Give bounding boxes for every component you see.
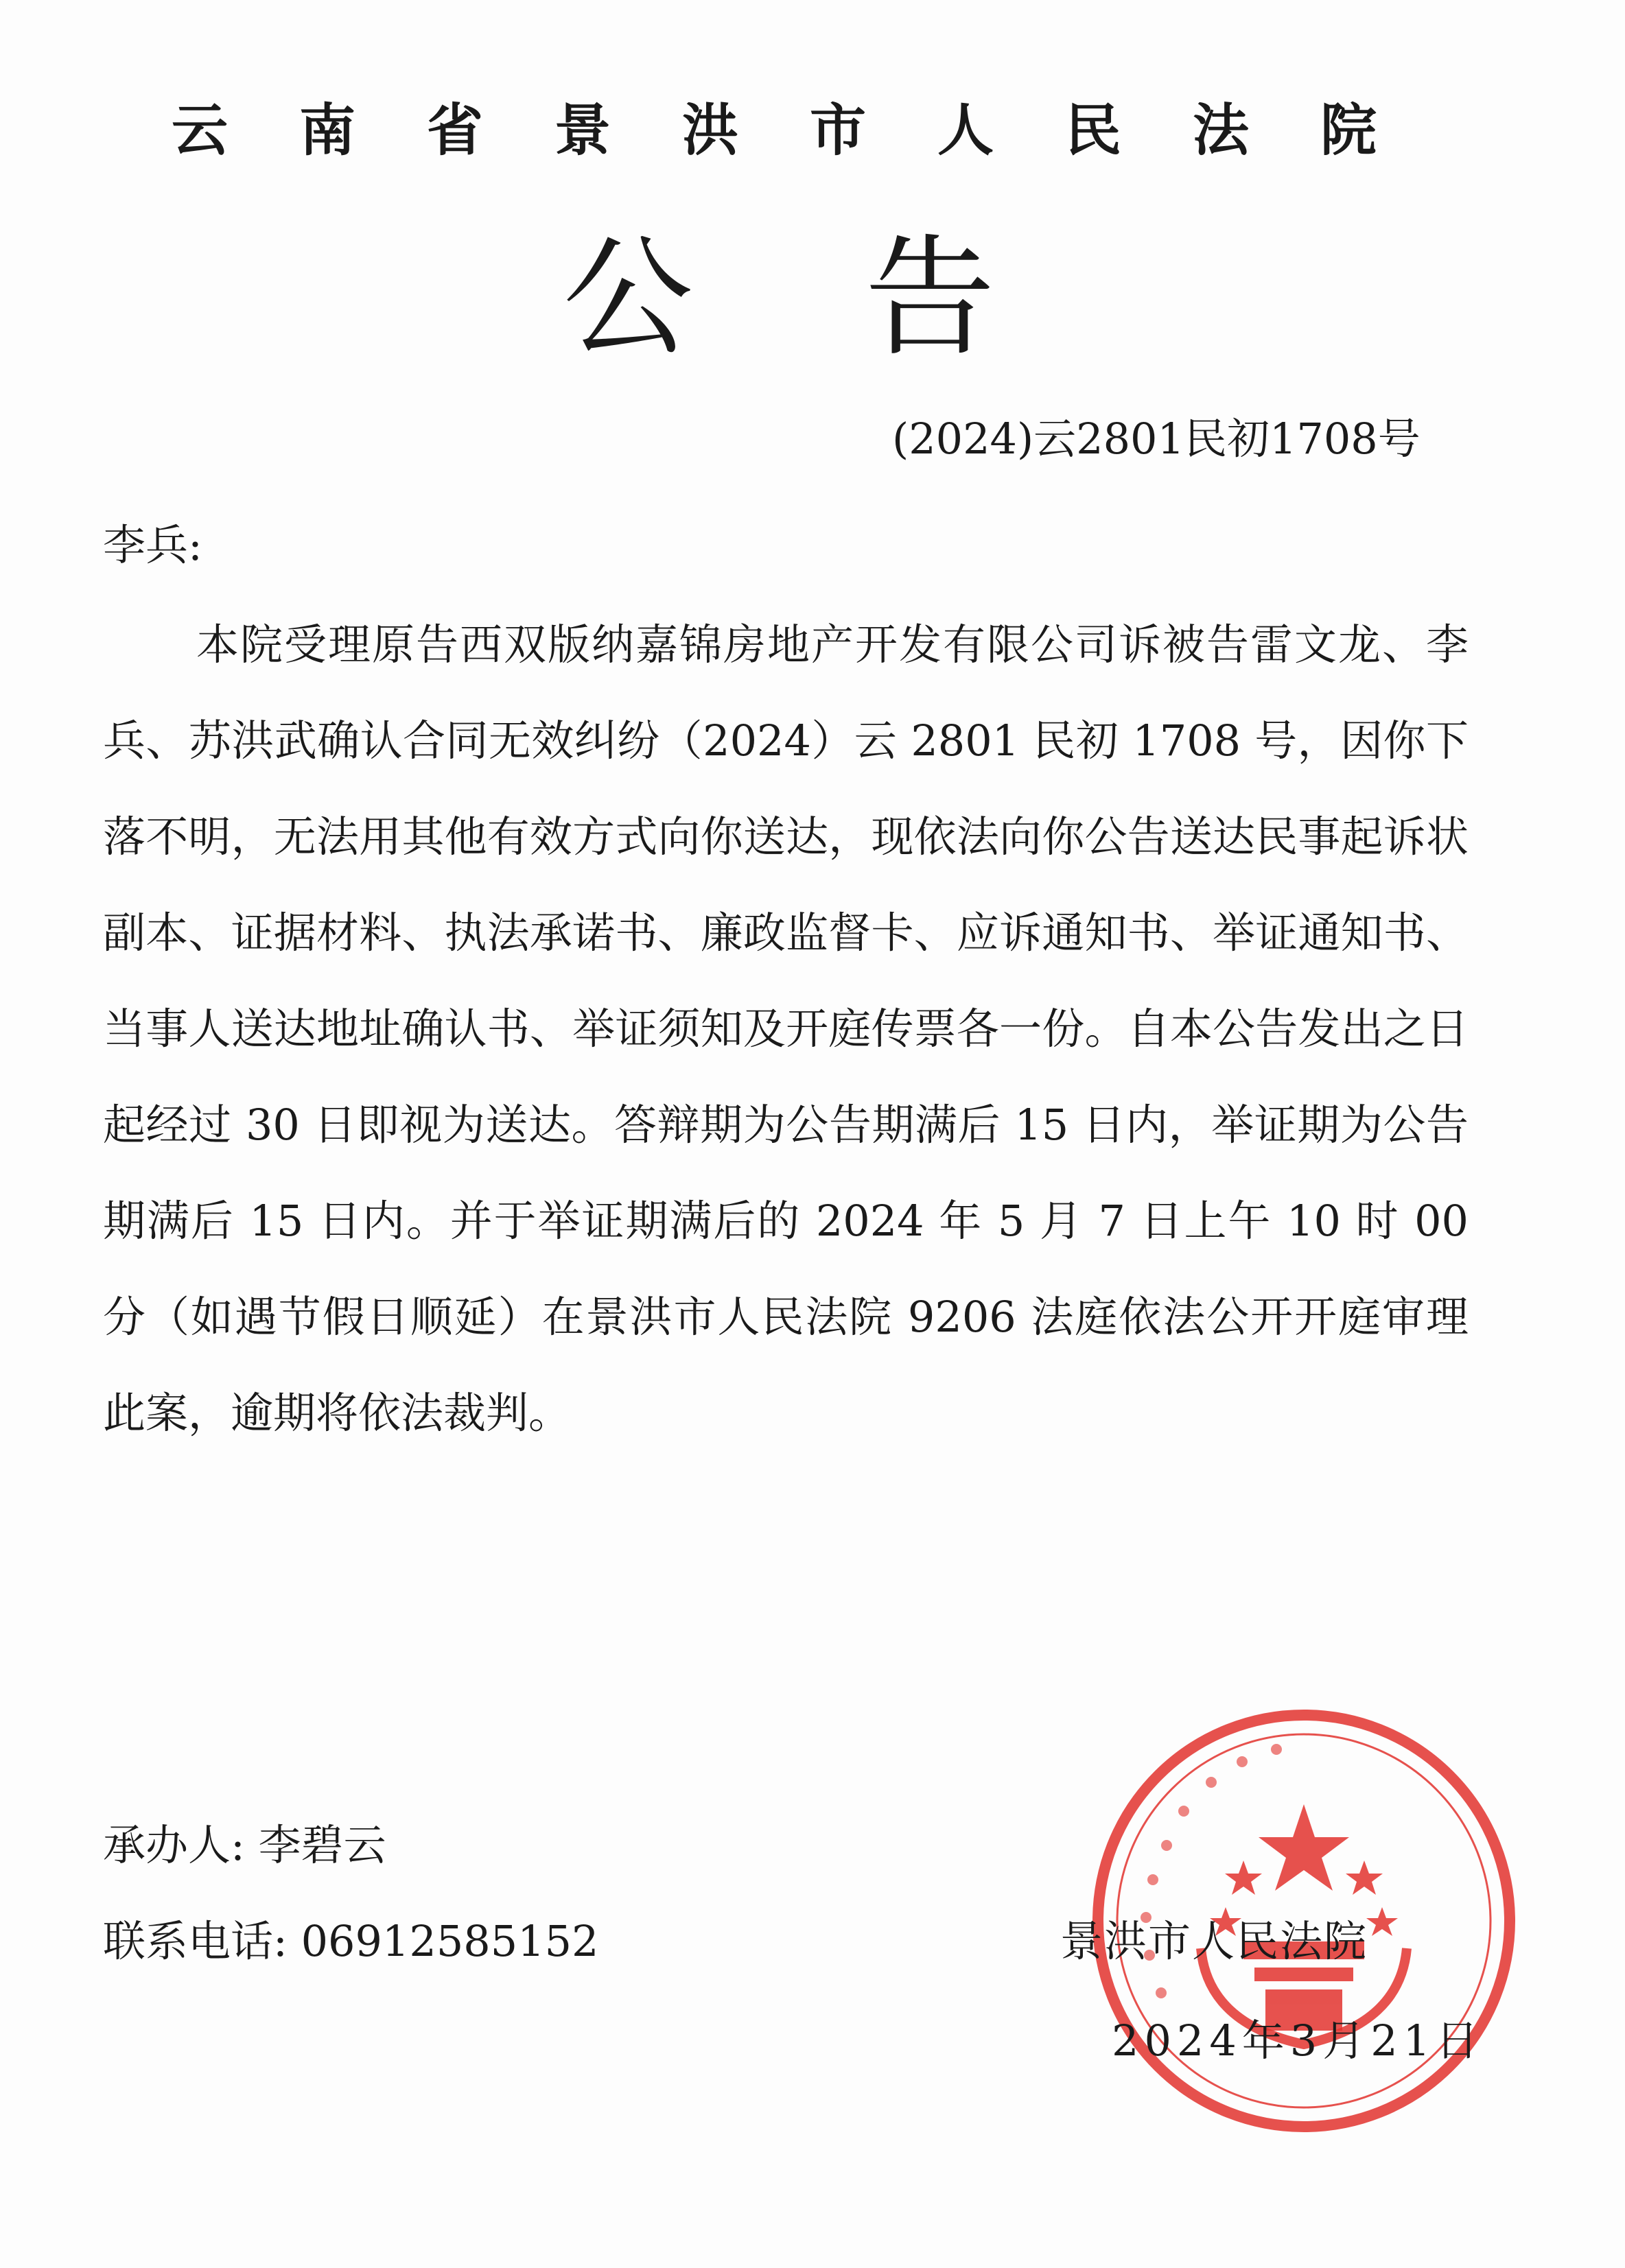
document-title: 公告 — [563, 222, 1167, 374]
case-number: (2024)云2801民初1708号 — [892, 414, 1421, 464]
handler-line: 承办人: 李碧云 — [103, 1820, 386, 1870]
signature-court-name: 景洪市人民法院 — [1060, 1916, 1368, 1966]
signature-date: 2024年3月21日 — [1112, 2016, 1484, 2066]
court-name-heading: 云南省景洪市人民法院 — [172, 97, 1449, 163]
addressee: 李兵: — [103, 520, 202, 570]
contact-phone: 联系电话: 06912585152 — [103, 1916, 599, 1966]
notice-body: 本院受理原告西双版纳嘉锦房地产开发有限公司诉被告雷文龙、李兵、苏洪武确认合同无效纠纷（2024）云 2801 民初 1708 号，因你下落不明，无法用其他有效方式向你送达，现依法向你公告送达民事起诉状副本、证据材料、执法承诺书、廉政监督卡、应诉通知书、举证通知书、当事人送达地址确认书、举证须知及开庭传票各一份。自本公告发出之日起经过 30 日即视为送达。答辩期为公告期满后 15 日内，举证期为公告期满后 15 日内。并于举证期满后的 2024 年 5 月 7 日上午 10 时 00 分（如遇节假日顺延）在景洪市人民法院 9206 法庭依法公开开庭审理此案，逾期将依法裁判。 — [103, 619, 1469, 1438]
